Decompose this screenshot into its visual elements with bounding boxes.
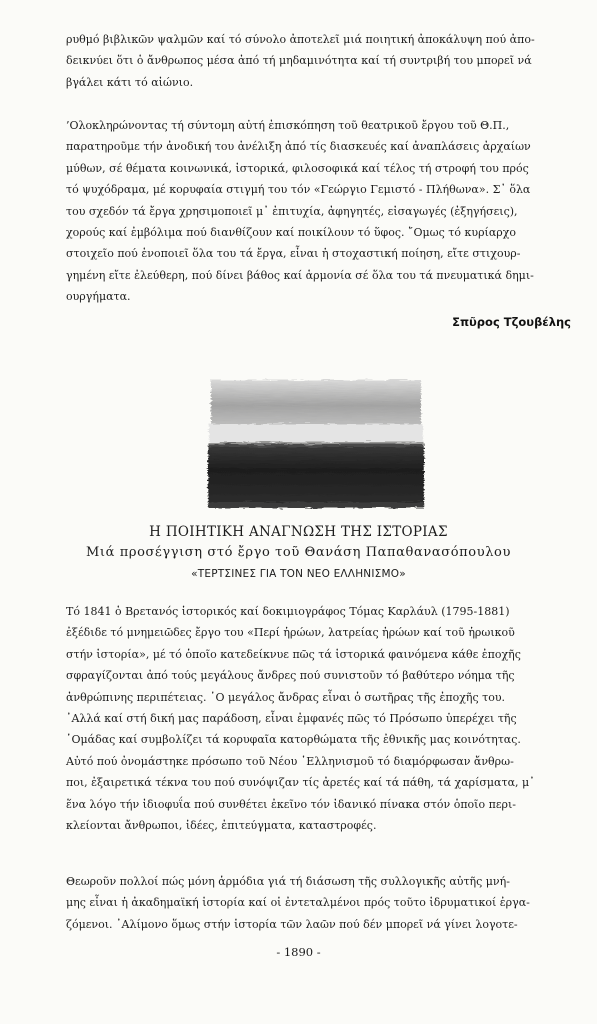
body-paragraph-3: Τό 1841 ὁ Βρετανός ἱστορικός καί δοκιμιογράφος Τόμας Καρλάυλ (1795-1881) ἐξέδιδε τό μνημειῶδες ἔργο του «Περί ἡρώων, λατρείας ἡρώων καί τοῦ ἡρωικοῦ στήν ἱστορία», μέ τό ὁποῖο κατεδείκνυε πῶς τά ἱστορικά φαινόμενα κάθε ἐποχῆς σφραγίζονται ἀπό τούς μεγάλους ἄνδρες πού συνιστοῦν τό βαθύτερο νόημα τῆς ἀνθρώπινης περιπέτειας. ῾Ο μεγάλος ἄνδρας εἶναι ὁ σωτῆρας τῆς ἐποχῆς του. ᾽Αλλά καί στή δική μας παράδοση, εἶναι ἐμφανές πῶς τό Πρόσωπο ὑπερέχει τῆς ῾Ομάδας καί συμβολίζει τά κορυφαῖα κατορθώματα τῆς ἐθνικῆς μας κοινότητας. Αὐτό πού ὀνομάστηκε πρόσωπο τοῦ Νέου ῾Ελληνισμοῦ τό διαμόρφωσαν ἄνθρω- ποι, ἐξαιρετικά τέκνα του πού συνόψιζαν τίς ἀρετές καί τά πάθη, τά χαρίσματα, μ᾽ ἕνα λόγο τήν ἰδιοφυΐα πού συνθέτει ἐκεῖνο τόν ἰδανικό πίνακα στόν ὁποῖο περι- κλείονται ἄνθρωποι, ἰδέες, ἐπιτεύγματα, καταστροφές. <box>66 605 535 833</box>
author-signature: Σπῦρος Τζουβέλης <box>452 315 571 329</box>
section-subtitle: Μιά προσέγγιση στό ἔργο τοῦ Θανάση Παπαθανασόπουλου <box>86 545 511 560</box>
ink-wash-illustration <box>205 376 427 512</box>
body-paragraph-2: ’Ολοκληρώνοντας τή σύντομη αὐτή ἐπισκόπηση τοῦ θεατρικοῦ ἔργου τοῦ Θ.Π., παρατηροῦμε τήν ἀνοδική του ἀνέλιξη ἀπό τίς διασκευές καί ἀναπλάσεις ἀρχαίων μύθων, σέ θέματα κοινωνικά, ἱστορικά, φιλοσοφικά καί τέλος τή στροφή του πρός τό ψυχόδραμα, μέ κορυφαία στιγμή του τόν «Γεώργιο Γεμιστό - Πλήθωνα». Σ᾽ ὅλα του σχεδόν τά ἔργα χρησιμοποιεῖ μ᾽ ἐπιτυχία, ἀφηγητές, εἰσαγωγές (ἐξηγήσεις), χορούς καί ἐμβόλιμα πού διανθίζουν καί ποικίλουν τό ὕφος. ῎Ομως τό κυρίαρχο στοιχεῖο πού ἑνοποιεῖ ὅλα του τά ἔργα, εἶναι ἡ στοχαστική ποίηση, εἴτε στιχουρ- γημένη εἴτε ἐλεύθερη, πού δίνει βάθος καί ἁρμονία σέ ὅλα του τά πνευματικά δημι- ουργήματα. <box>66 119 534 304</box>
ink-band-dark <box>208 444 424 508</box>
page-number: - 1890 - <box>276 945 321 959</box>
body-paragraph-4: Θεωροῦν πολλοί πώς μόνη ἁρμόδια γιά τή διάσωση τῆς συλλογικῆς αὐτῆς μνή- μης εἶναι ἡ ἀκαδημαϊκή ἱστορία καί οἱ ἐντεταλμένοι πρός τοῦτο ἱδρυματικοί ἐργα- ζόμενοι. ᾽Αλίμονο ὅμως στήν ἱστορία τῶν λαῶν πού δέν μπορεῖ νά γίνει λογοτε- <box>66 875 530 931</box>
body-paragraph-1: ρυθμό βιβλικῶν ψαλμῶν καί τό σύνολο ἀποτελεῖ μιά ποιητική ἀποκάλυψη πού ἀπο- δεικνύει ὅτι ὁ ἄνθρωπος μέσα ἀπό τή μηδαμινότητα καί τή συντριβή του μπορεῖ νά βγάλει κάτι τό αἰώνιο. <box>66 33 535 89</box>
ink-band-light <box>209 424 423 442</box>
ink-band-upper <box>211 380 421 426</box>
work-title: «ΤΕΡΤΣΙΝΕΣ ΓΙΑ ΤΟΝ ΝΕΟ ΕΛΛΗΝΙΣΜΟ» <box>191 568 406 580</box>
section-title: Η ΠΟΙΗΤΙΚΗ ΑΝΑΓΝΩΣΗ ΤΗΣ ΙΣΤΟΡΙΑΣ <box>149 524 448 540</box>
